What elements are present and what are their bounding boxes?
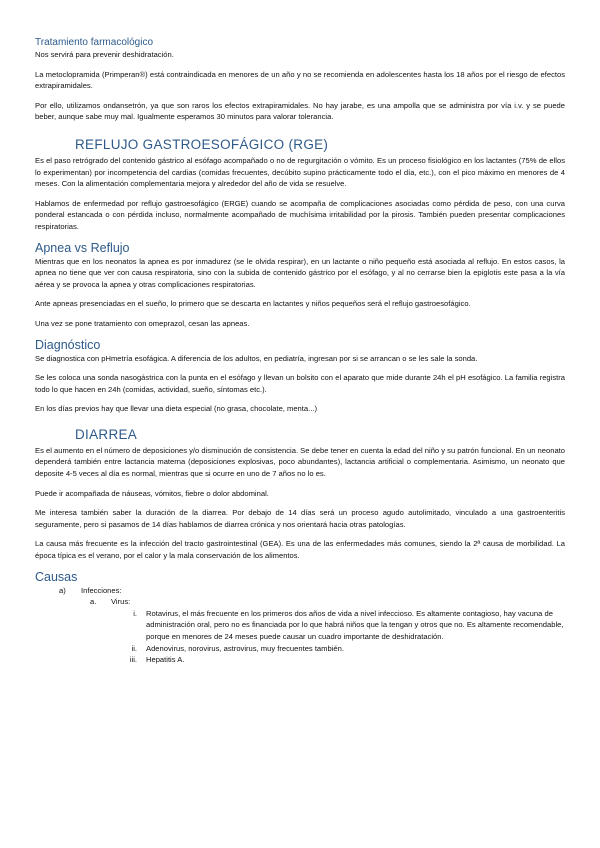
- paragraph: Mientras que en los neonatos la apnea es por inmadurez (se le olvida respirar), en un lactante o niño pequeño está asociada al reflujo. En estos casos, la apnea no tiene que ver con causa respiratoria, sino con la subida de contenido gástrico por el esófago, y al no cerrarse bien la epiglotis este pasa a la vía aérea y se provoca la apnea y otras complicaciones respiratorias.: [35, 256, 565, 289]
- paragraph: Ante apneas presenciadas en el sueño, lo primero que se descarta en lactantes y niños pequeños será el reflujo gastroesofágico.: [35, 299, 471, 309]
- paragraph: En los días previos hay que llevar una dieta especial (no grasa, chocolate, menta...): [35, 404, 317, 414]
- section-heading-diagnostico: Diagnóstico: [35, 337, 101, 352]
- paragraph: Se diagnostica con pHmetría esofágica. A diferencia de los adultos, en pediatría, ingresan por si se arrancan o se les sale la sonda.: [35, 353, 478, 363]
- paragraph: Me interesa también saber la duración de la diarrea. Por debajo de 14 días será un proceso agudo autolimitado, vinculado a una gastroenteritis seguramente, pero si pasamos de 14 días hablamos de diarrea crónica y nos orientará hacia otras patologías.: [35, 508, 565, 529]
- section-heading-causas: Causas: [35, 569, 78, 584]
- list-item: [35, 608, 565, 643]
- paragraph: Por ello, utilizamos ondansetrón, ya que son raros los efectos extrapiramidales. No hay jarabe, es una ampolla que se administra por vía i.v. y se puede beber, aunque sabe muy mal. Igualmente esperamos 30 minutos para valorar tolerancia.: [35, 100, 565, 122]
- paragraph: Es el paso retrógrado del contenido gástrico al esófago acompañado o no de regurgitación o vómito. Es un proceso fisiológico en los lactantes (75% de ellos lo experimentan) por incompetencia del cardias (comidas frecuentes, decúbito supino prácticamente todo el día, etc.), con el pico máximo en menores de 4 meses. Con la alimentación complementaria mejora y alrededor del año de vida se resuelve.: [35, 155, 565, 189]
- list-item: [35, 643, 565, 655]
- list-item-label: Infecciones:: [81, 585, 122, 595]
- paragraph: La causa más frecuente es la infección del tracto gastrointestinal (GEA). Es una de las enfermedades más comunes, siendo la 2ª causa de morbilidad. La época típica es el verano, por el calor y la mala conservación de los alimentos.: [35, 539, 565, 561]
- list-item-text: Hepatitis A.: [146, 655, 185, 665]
- paragraph: Se les coloca una sonda nasogástrica con la punta en el esófago y llevan un bolsito con el aparato que mide durante 24h el pH esofágico. La familia registra todo lo que hacen en 24h (comidas, actividad, sueño, síntomas etc.).: [35, 373, 565, 394]
- paragraph: Una vez se pone tratamiento con omeprazol, cesan las apneas.: [35, 318, 250, 328]
- paragraph: Puede ir acompañada de náuseas, vómitos, fiebre o dolor abdominal.: [35, 488, 269, 498]
- paragraph: Hablamos de enfermedad por reflujo gastroesofágico (ERGE) cuando se acompaña de complicaciones asociadas como pérdida de peso, con una curva ponderal estancada o con pérdida incluso, normalmente acompañado de muchísima irritabilidad por la pirosis. También pueden presentar complicaciones respiratorias.: [35, 198, 565, 231]
- section-heading-apnea: Apnea vs Reflujo: [35, 240, 130, 255]
- list-item-label: Virus:: [111, 597, 131, 607]
- causes-list: [35, 585, 565, 666]
- section-heading-rge: REFLUJO GASTROESOFÁGICO (RGE): [75, 136, 329, 152]
- document-page: [35, 37, 565, 666]
- list-item: [35, 585, 565, 597]
- list-marker: iii.: [129, 655, 137, 665]
- section-heading-tratamiento: Tratamiento farmacológico: [35, 37, 154, 48]
- list-item-text: Adenovirus, norovirus, astrovirus, muy frecuentes también.: [146, 643, 344, 653]
- list-marker: ii.: [131, 643, 137, 653]
- list-item-text: Rotavirus, el más frecuente en los primeros dos años de vida a nivel infeccioso. Es altamente contagioso, hay vacuna de administración oral, pero no es financiada por lo que habrá niños que la tengan y otros que no. Es altamente recomendable, porque en menores de 24 meses puede causar un cuadro importante de deshidratación.: [146, 608, 564, 641]
- list-marker: a.: [90, 597, 97, 607]
- list-marker: a): [59, 585, 66, 595]
- list-item: [35, 596, 565, 608]
- section-heading-diarrea: DIARREA: [75, 426, 138, 442]
- list-item: [35, 654, 565, 666]
- list-marker: i.: [133, 608, 137, 618]
- paragraph: Es el aumento en el número de deposiciones y/o disminución de consistencia. Se debe tener en cuenta la edad del niño y su patrón funcional. En un neonato dependerá también entre lactancia materna (deposiciones explosivas, poco abundantes), lactancia artificial o complementaria. Asimismo, un neonato que deposite 4-5 veces al día es normal, mientras que si ocurre en uno de 7 años no lo es.: [35, 445, 565, 479]
- paragraph: Nos servirá para prevenir deshidratación.: [35, 50, 174, 59]
- paragraph: La metoclopramida (Primperan®) está contraindicada en menores de un año y no se recomienda en adolescentes hasta los 18 años por el riesgo de efectos extrapiramidales.: [35, 69, 565, 91]
